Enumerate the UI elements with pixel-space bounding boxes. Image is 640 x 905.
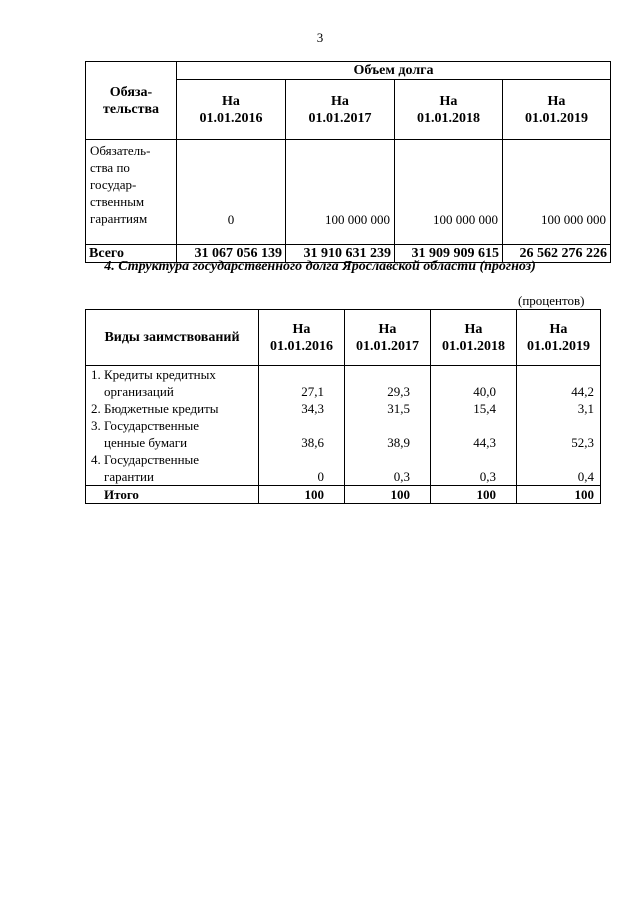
obligations-header: Обяза- тельства xyxy=(86,62,177,140)
row-label: Итого xyxy=(86,486,259,504)
row-label: 3. Государственные xyxy=(86,417,259,434)
cell-value: 44,3 xyxy=(431,434,517,451)
cell-value: 31 067 056 139 xyxy=(177,245,286,263)
table-row xyxy=(86,400,601,417)
table-row xyxy=(86,383,601,400)
date-header: На 01.01.2016 xyxy=(177,80,286,140)
cell-value: 31,5 xyxy=(345,400,431,417)
cell-value: 100 xyxy=(259,486,345,504)
date-header: На 01.01.2016 xyxy=(259,310,345,366)
table-row xyxy=(86,468,601,486)
row-label: гарантии xyxy=(86,468,259,486)
cell-value: 38,6 xyxy=(259,434,345,451)
cell-value: 0 xyxy=(177,140,286,245)
date-header: На 01.01.2018 xyxy=(431,310,517,366)
date-header: На 01.01.2018 xyxy=(395,80,503,140)
borrowing-types-header: Виды заимствований xyxy=(86,310,259,366)
date-header: На 01.01.2019 xyxy=(503,80,611,140)
date-header: На 01.01.2019 xyxy=(517,310,601,366)
cell-value: 27,1 xyxy=(259,383,345,400)
date-header: На 01.01.2017 xyxy=(345,310,431,366)
table-row xyxy=(86,451,601,468)
cell-value: 100 000 000 xyxy=(503,140,611,245)
table-row xyxy=(86,140,611,245)
cell-value: 34,3 xyxy=(259,400,345,417)
cell-value: 52,3 xyxy=(517,434,601,451)
cell-value: 31 910 631 239 xyxy=(286,245,395,263)
cell-value: 0 xyxy=(259,468,345,486)
section-title: 4. Структура государственного долга Ярославской области (прогноз) xyxy=(104,259,536,274)
table-row-total xyxy=(86,486,601,504)
row-label: 4. Государственные xyxy=(86,451,259,468)
cell-value: 100 xyxy=(517,486,601,504)
cell-value: 38,9 xyxy=(345,434,431,451)
table-row xyxy=(86,434,601,451)
cell-value: 15,4 xyxy=(431,400,517,417)
table-row xyxy=(86,366,601,384)
cell-value: 100 000 000 xyxy=(395,140,503,245)
cell-value: 0,3 xyxy=(431,468,517,486)
debt-volume-header: Объем долга xyxy=(177,62,611,80)
debt-volume-table xyxy=(85,61,611,263)
table-row xyxy=(86,417,601,434)
row-label: 1. Кредиты кредитных xyxy=(86,366,259,384)
row-label: организаций xyxy=(86,383,259,400)
cell-value: 0,3 xyxy=(345,468,431,486)
cell-value: 29,3 xyxy=(345,383,431,400)
unit-note: (процентов) xyxy=(518,293,585,308)
page-number: 3 xyxy=(316,30,324,45)
cell-value: 100 xyxy=(345,486,431,504)
cell-value: 100 xyxy=(431,486,517,504)
cell-value: 0,4 xyxy=(517,468,601,486)
cell-value: 100 000 000 xyxy=(286,140,395,245)
row-label: ценные бумаги xyxy=(86,434,259,451)
cell-value: 40,0 xyxy=(431,383,517,400)
debt-structure-table xyxy=(85,309,601,504)
cell-value: 26 562 276 226 xyxy=(503,245,611,263)
date-header: На 01.01.2017 xyxy=(286,80,395,140)
cell-value: 31 909 909 615 xyxy=(395,245,503,263)
row-label: 2. Бюджетные кредиты xyxy=(86,400,259,417)
cell-value: 3,1 xyxy=(517,400,601,417)
row-label: Всего xyxy=(86,245,177,263)
cell-value: 44,2 xyxy=(517,383,601,400)
row-label: Обязатель- ства по государ- ственным гарантиям xyxy=(86,140,177,245)
